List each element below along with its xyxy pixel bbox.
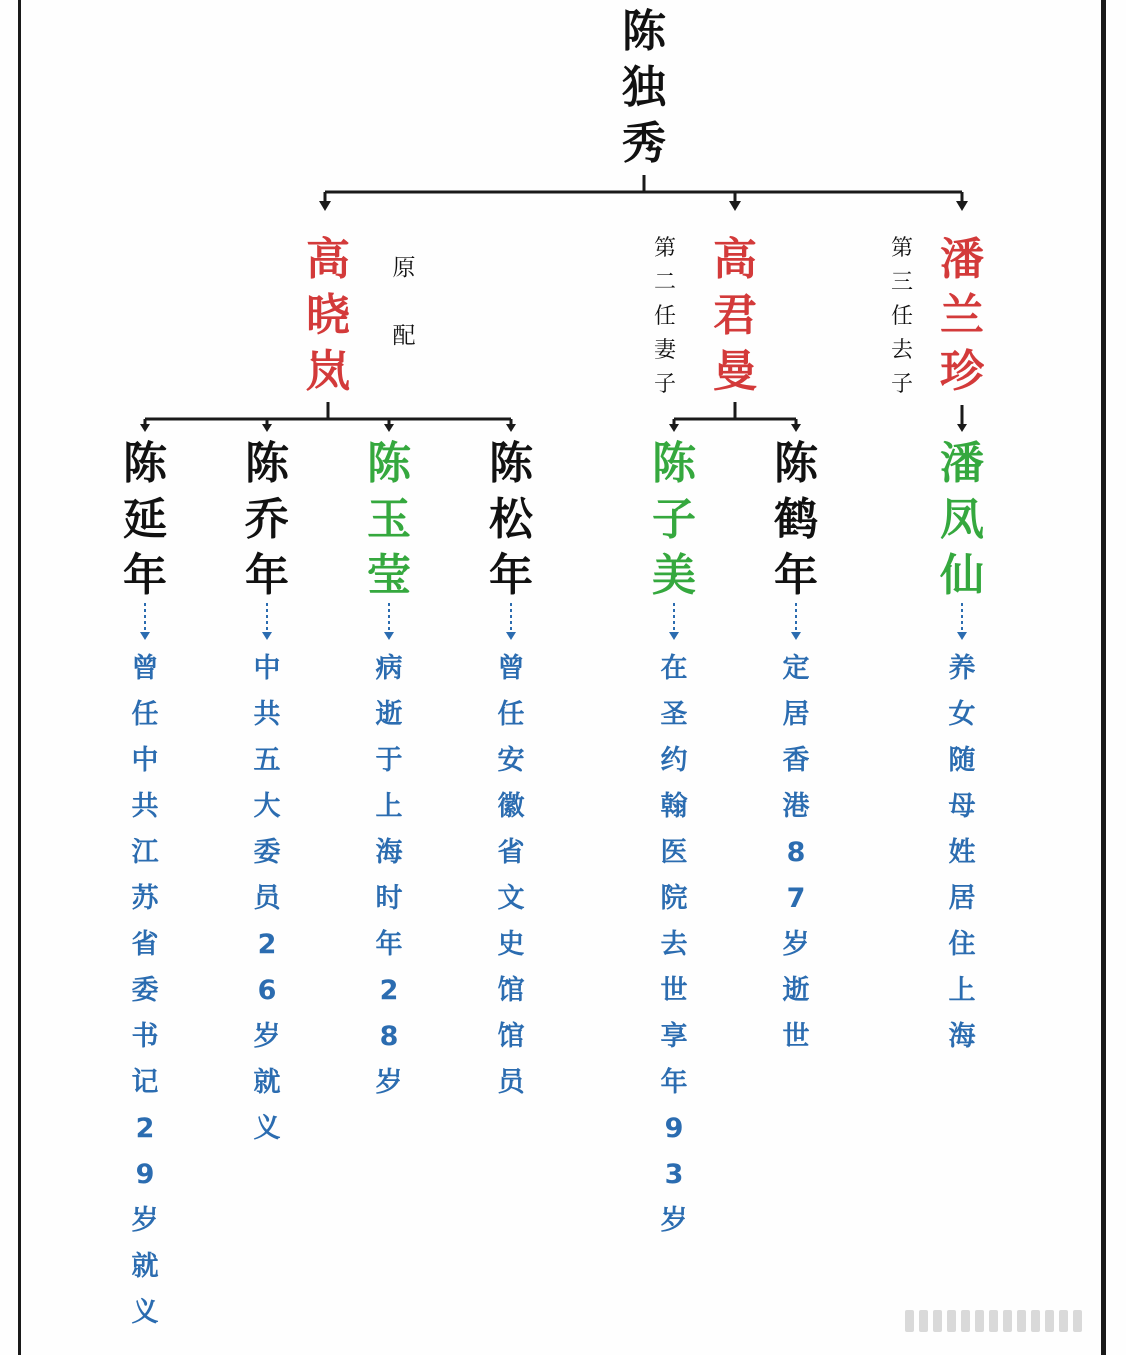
arrowhead-child-7 (957, 424, 967, 432)
child-4-note: 曾 任 安 徽 省 文 史 馆 馆 员 (497, 653, 525, 1098)
arrowhead-child-2 (262, 424, 272, 432)
spouse-3-name: 潘 兰 珍 (940, 234, 984, 397)
child-1-name: 陈 延 年 (123, 438, 167, 601)
child-1-note: 曾 任 中 共 江 苏 省 委 书 记 2 9 岁 就 义 (131, 653, 159, 1328)
spouse-3-role: 第 三 任 去 子 (890, 236, 913, 397)
child-7-note: 养 女 随 母 姓 居 住 上 海 (948, 653, 976, 1052)
spouse-2-role: 第 二 任 妻 子 (653, 236, 676, 397)
arrowhead-spouse-3 (956, 201, 968, 211)
spouse-2-name: 高 君 曼 (713, 234, 757, 397)
root-person: 陈 独 秀 (622, 6, 666, 169)
child-2-name: 陈 乔 年 (245, 438, 289, 601)
arrowhead-child-3 (384, 424, 394, 432)
child-6-name: 陈 鹤 年 (774, 438, 818, 601)
child-2-note: 中 共 五 大 委 员 2 6 岁 就 义 (253, 653, 281, 1144)
arrowhead-child-5 (669, 424, 679, 432)
arrowhead-child-1 (140, 424, 150, 432)
watermark (905, 1308, 1095, 1334)
child-3-note: 病 逝 于 上 海 时 年 2 8 岁 (375, 653, 403, 1098)
spouse-1-role: 原 配 (392, 255, 416, 349)
arrowhead-spouse-2 (729, 201, 741, 211)
child-5-name: 陈 子 美 (652, 438, 696, 601)
child-7-name: 潘 凤 仙 (940, 438, 984, 601)
arrowhead-child-4 (506, 424, 516, 432)
child-4-name: 陈 松 年 (489, 438, 533, 601)
arrowhead-child-6 (791, 424, 801, 432)
spouse-1-name: 高 晓 岚 (306, 234, 350, 397)
child-3-name: 陈 玉 莹 (367, 438, 411, 601)
arrowhead-spouse-1 (319, 201, 331, 211)
child-5-note: 在 圣 约 翰 医 院 去 世 享 年 9 3 岁 (660, 653, 688, 1236)
child-6-note: 定 居 香 港 8 7 岁 逝 世 (782, 653, 810, 1052)
